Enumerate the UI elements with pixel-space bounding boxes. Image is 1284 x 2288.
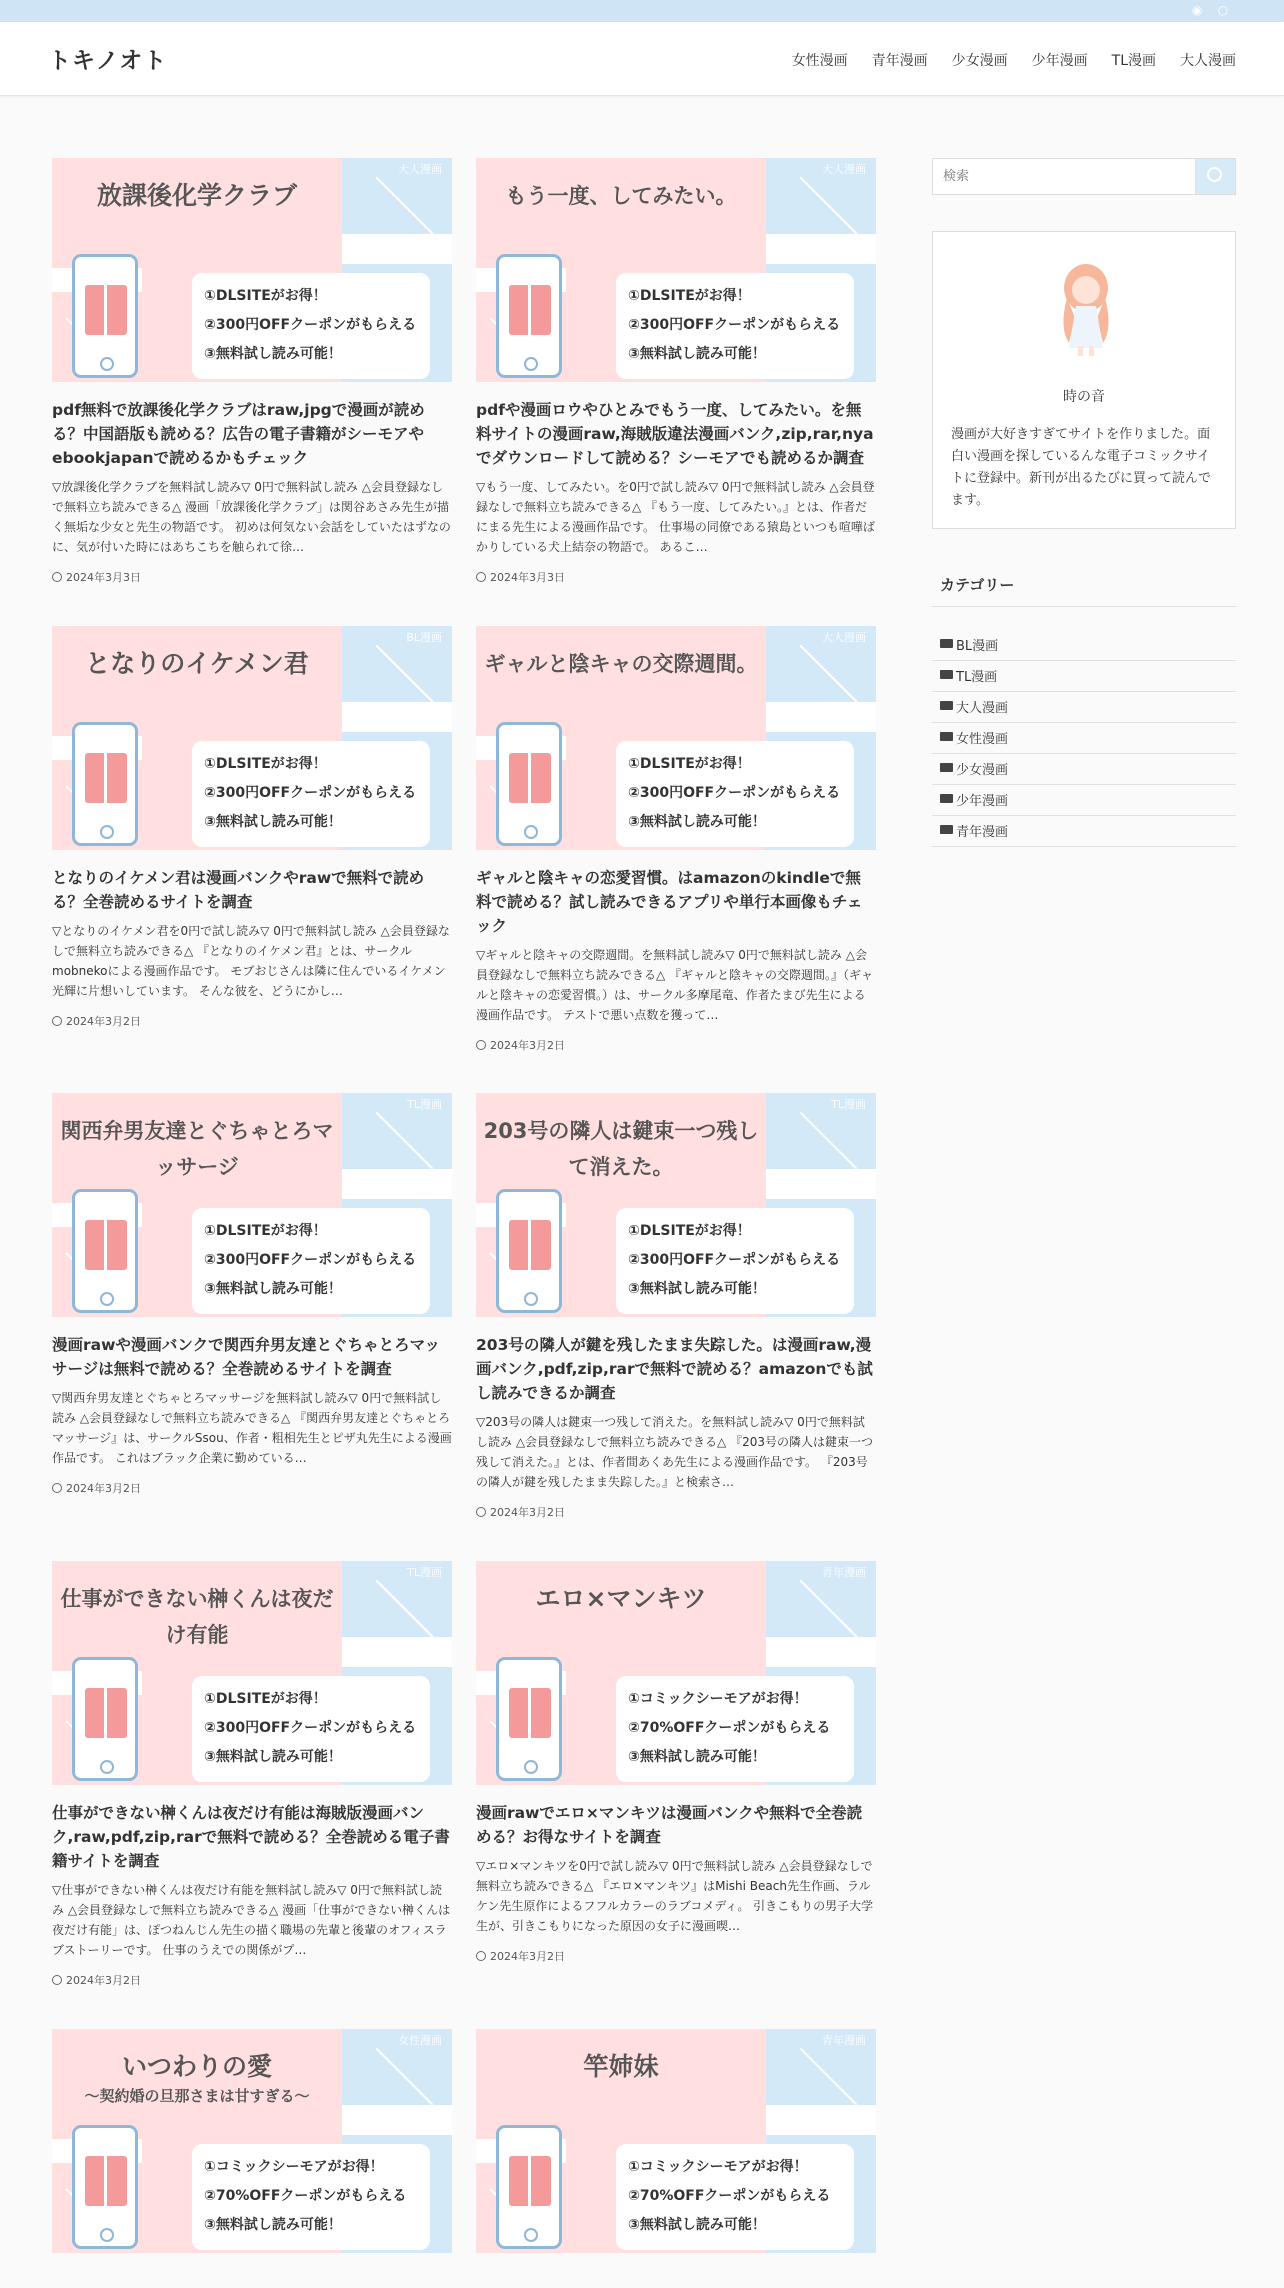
thumbnail-points bbox=[192, 273, 430, 379]
post-title[interactable]: pdf無料で放課後化学クラブはraw,jpgで漫画が読める？中国語版も読める？広告の電子書籍がシーモアやebookjapanで読めるかもチェック bbox=[52, 401, 425, 467]
thumbnail-points bbox=[616, 1208, 854, 1314]
thumbnail-title: ギャルと陰キャの交際週間。 bbox=[484, 652, 758, 676]
nav-item[interactable]: 少年漫画 bbox=[1031, 53, 1088, 69]
post-card[interactable] bbox=[476, 158, 876, 585]
post-date bbox=[52, 1480, 452, 1496]
category-badge[interactable]: TL漫画 bbox=[407, 1566, 442, 1579]
thumbnail-title: 関西弁男友達とぐちゃとろマッサージ bbox=[60, 1119, 334, 1179]
point-line: ③無料試し読み可能！ bbox=[204, 2217, 342, 2233]
category-badge[interactable]: TL漫画 bbox=[831, 1098, 866, 1111]
post-title[interactable]: 漫画rawや漫画バンクで関西弁男友達とぐちゃとろマッサージは無料で読める？全巻読めるサイトを調査 bbox=[52, 1336, 440, 1378]
post-date-text: 2024年3月3日 bbox=[490, 571, 565, 584]
clock-icon bbox=[52, 1975, 62, 1985]
category-list bbox=[932, 630, 1236, 847]
point-line: ②70%OFFクーポンがもらえる bbox=[628, 2188, 831, 2204]
point-line: ③無料試し読み可能！ bbox=[628, 814, 766, 830]
thumbnail-points bbox=[616, 273, 854, 379]
folder-icon bbox=[940, 732, 953, 741]
point-line: ①コミックシーモアがお得！ bbox=[628, 2159, 808, 2175]
clock-icon bbox=[52, 572, 62, 582]
post-date-text: 2024年3月2日 bbox=[66, 1015, 141, 1028]
site-header bbox=[0, 22, 1284, 96]
post-title[interactable]: ギャルと陰キャの恋愛習慣。はamazonのkindleで無料で読める？試し読みできるアプリや単行本画像もチェック bbox=[476, 869, 863, 935]
category-item[interactable] bbox=[932, 785, 1236, 816]
folder-icon bbox=[940, 825, 953, 834]
avatar bbox=[1049, 258, 1123, 358]
post-title[interactable]: 漫画rawでエロ×マンキツは漫画バンクや無料で全巻読める？お得なサイトを調査 bbox=[476, 1804, 863, 1846]
profile-bio: 漫画が大好きすぎてサイトを作りました。面白い漫画を探しているんな電子コミックサイトに登録中。新刊が出るたびに買って読んでます。 bbox=[951, 427, 1212, 508]
point-line: ③無料試し読み可能！ bbox=[628, 346, 766, 362]
profile-widget bbox=[932, 231, 1236, 529]
post-excerpt: ▽もう一度、してみたい。を0円で試し読み▽ 0円で無料試し読み △会員登録なしで無料立ち読みできる△ 『もう一度、してみたい。』とは、作者だにまる先生による漫画作品です。 仕事場の同僚である猿島といつも喧嘩ばかりしている犬上結奈の物語で。 あるこ… bbox=[476, 480, 875, 554]
post-thumbnail[interactable] bbox=[52, 158, 452, 382]
post-thumbnail[interactable] bbox=[52, 1561, 452, 1785]
phone-icon bbox=[72, 2125, 138, 2249]
point-line: ③無料試し読み可能！ bbox=[628, 2217, 766, 2233]
point-line: ③無料試し読み可能！ bbox=[628, 1281, 766, 1297]
rss-icon[interactable]: ◉ bbox=[1191, 3, 1203, 17]
thumbnail-title: 203号の隣人は鍵束一つ残して消えた。 bbox=[483, 1119, 759, 1179]
main-nav bbox=[792, 50, 1236, 70]
post-thumbnail[interactable] bbox=[52, 626, 452, 850]
post-date bbox=[476, 1948, 876, 1964]
post-title[interactable]: となりのイケメン君は漫画バンクやrawで無料で読める？全巻読めるサイトを調査 bbox=[52, 869, 425, 911]
category-item[interactable] bbox=[932, 630, 1236, 661]
phone-icon bbox=[72, 1657, 138, 1781]
category-badge[interactable]: 青年漫画 bbox=[822, 2034, 866, 2047]
book-icon bbox=[85, 2156, 127, 2206]
clock-icon bbox=[52, 1483, 62, 1493]
search-icon[interactable]: ○ bbox=[1217, 3, 1229, 17]
post-excerpt: ▽仕事ができない榊くんは夜だけ有能を無料試し読み▽ 0円で無料試し読み △会員登録なしで無料立ち読みできる△ 漫画「仕事ができない榊くんは夜だけ有能」は、ぽつねんじん先生の描く職場の先輩と後輩のオフィスラブストーリーです。 仕事のうえでの関係がプ… bbox=[52, 1883, 451, 1957]
point-line: ①コミックシーモアがお得！ bbox=[628, 1691, 808, 1707]
post-card[interactable] bbox=[476, 1093, 876, 1520]
search-icon bbox=[1207, 167, 1222, 182]
profile-name: 時の音 bbox=[1063, 389, 1105, 405]
book-icon bbox=[509, 2156, 551, 2206]
category-badge[interactable]: 青年漫画 bbox=[822, 1566, 866, 1579]
site-logo[interactable]: トキノオト bbox=[48, 48, 168, 74]
category-badge[interactable]: 大人漫画 bbox=[822, 163, 866, 176]
clock-icon bbox=[476, 1040, 486, 1050]
thumbnail-points bbox=[192, 2144, 430, 2250]
post-card[interactable] bbox=[52, 1093, 452, 1496]
sidebar-search bbox=[932, 158, 1236, 195]
post-date-text: 2024年3月2日 bbox=[490, 1039, 565, 1052]
category-label: 少女漫画 bbox=[956, 763, 1009, 778]
post-card[interactable] bbox=[52, 1561, 452, 1988]
category-item[interactable] bbox=[932, 661, 1236, 692]
thumbnail-title: 仕事ができない榊くんは夜だけ有能 bbox=[60, 1587, 334, 1647]
book-icon bbox=[85, 285, 127, 335]
post-date bbox=[52, 569, 452, 585]
post-date-text: 2024年3月3日 bbox=[66, 571, 141, 584]
folder-icon bbox=[940, 639, 953, 648]
post-date bbox=[52, 1013, 452, 1029]
book-icon bbox=[509, 285, 551, 335]
phone-icon bbox=[72, 254, 138, 378]
thumbnail-title: 放課後化学クラブ bbox=[96, 181, 297, 210]
point-line: ①DLSITEがお得！ bbox=[204, 1223, 327, 1239]
category-label: BL漫画 bbox=[956, 639, 999, 654]
category-item[interactable] bbox=[932, 754, 1236, 785]
phone-icon bbox=[496, 254, 562, 378]
category-divider bbox=[932, 606, 1236, 607]
thumbnail-title: エロ×マンキツ bbox=[535, 1584, 707, 1613]
post-date bbox=[476, 569, 876, 585]
point-line: ③無料試し読み可能！ bbox=[628, 1749, 766, 1765]
clock-icon bbox=[476, 572, 486, 582]
post-date-text: 2024年3月2日 bbox=[66, 1974, 141, 1987]
nav-item[interactable]: TL漫画 bbox=[1111, 53, 1156, 69]
thumbnail-title: 竿姉妹 bbox=[583, 2052, 659, 2081]
thumbnail-title: もう一度、してみたい。 bbox=[505, 184, 737, 208]
category-badge[interactable]: 大人漫画 bbox=[398, 163, 442, 176]
thumbnail-points bbox=[616, 1676, 854, 1782]
thumbnail-title: いつわりの愛 bbox=[121, 2052, 272, 2081]
post-card[interactable] bbox=[52, 626, 452, 1029]
post-thumbnail[interactable] bbox=[476, 1093, 876, 1317]
post-date-text: 2024年3月2日 bbox=[66, 1482, 141, 1495]
thumbnail-points bbox=[192, 1676, 430, 1782]
clock-icon bbox=[52, 1016, 62, 1026]
phone-icon bbox=[496, 1189, 562, 1313]
post-excerpt: ▽203号の隣人は鍵束一つ残して消えた。を無料試し読み▽ 0円で無料試し読み △会員登録なしで無料立ち読みできる△ 『203号の隣人は鍵束一つ残して消えた。』とは、作者間あくあ先生による漫画作品です。 『203号の隣人が鍵を残したまま失踪した。』と検索さ… bbox=[476, 1415, 873, 1489]
point-line: ②300円OFFクーポンがもらえる bbox=[628, 1252, 841, 1268]
post-date-text: 2024年3月2日 bbox=[490, 1506, 565, 1519]
post-date bbox=[476, 1504, 876, 1520]
point-line: ②70%OFFクーポンがもらえる bbox=[204, 2188, 407, 2204]
folder-icon bbox=[940, 794, 953, 803]
nav-item[interactable]: 少女漫画 bbox=[951, 53, 1008, 69]
point-line: ③無料試し読み可能！ bbox=[204, 346, 342, 362]
thumbnail-points bbox=[192, 741, 430, 847]
folder-icon bbox=[940, 763, 953, 772]
category-badge[interactable]: TL漫画 bbox=[407, 1098, 442, 1111]
nav-item[interactable]: 青年漫画 bbox=[871, 53, 928, 69]
clock-icon bbox=[476, 1951, 486, 1961]
category-label: 青年漫画 bbox=[956, 825, 1009, 840]
book-icon bbox=[509, 1688, 551, 1738]
clock-icon bbox=[476, 1507, 486, 1517]
post-excerpt: ▽となりのイケメン君を0円で試し読み▽ 0円で無料試し読み △会員登録なしで無料立ち読みできる△ 『となりのイケメン君』とは、サークルmobnekoによる漫画作品です。 モブおじさんは隣に住んでいるイケメン光輝に片想いしています。 そんな彼を、どうにかし… bbox=[52, 924, 450, 998]
phone-icon bbox=[496, 722, 562, 846]
book-icon bbox=[85, 1688, 127, 1738]
thumbnail-points bbox=[616, 2144, 854, 2250]
point-line: ①コミックシーモアがお得！ bbox=[204, 2159, 384, 2175]
category-badge[interactable]: BL漫画 bbox=[406, 631, 442, 644]
folder-icon bbox=[940, 670, 953, 679]
folder-icon bbox=[940, 701, 953, 710]
post-card[interactable] bbox=[476, 2029, 876, 2269]
category-heading: カテゴリー bbox=[940, 576, 1015, 594]
point-line: ②300円OFFクーポンがもらえる bbox=[628, 317, 841, 333]
point-line: ①DLSITEがお得！ bbox=[628, 1223, 751, 1239]
post-card[interactable] bbox=[52, 158, 452, 585]
category-item[interactable] bbox=[932, 723, 1236, 754]
post-thumbnail[interactable] bbox=[476, 2029, 876, 2253]
post-excerpt: ▽エロ×マンキツを0円で試し読み▽ 0円で無料試し読み △会員登録なしで無料立ち読みできる△ 『エロ×マンキツ』はMishi Beach先生作画、ラルケン先生原作によるフフルカラーのラブコメディ。 引きこもりの男子大学生が、引きこもりになった原因の女子に漫画喫… bbox=[476, 1859, 874, 1933]
phone-icon bbox=[496, 1657, 562, 1781]
post-date bbox=[476, 1037, 876, 1053]
point-line: ①DLSITEがお得！ bbox=[628, 288, 751, 304]
point-line: ①DLSITEがお得！ bbox=[204, 1691, 327, 1707]
category-badge[interactable]: 女性漫画 bbox=[398, 2034, 442, 2047]
post-title[interactable]: 仕事ができない榊くんは夜だけ有能は海賊版漫画バンク,raw,pdf,zip,rarで無料で読める？全巻読める電子書籍サイトを調査 bbox=[52, 1804, 450, 1870]
book-icon bbox=[509, 753, 551, 803]
point-line: ②300円OFFクーポンがもらえる bbox=[204, 1720, 417, 1736]
book-icon bbox=[509, 1220, 551, 1270]
top-utility-bar bbox=[0, 0, 1284, 22]
post-date bbox=[52, 1972, 452, 1988]
post-date-text: 2024年3月2日 bbox=[490, 1950, 565, 1963]
point-line: ③無料試し読み可能！ bbox=[204, 1749, 342, 1765]
point-line: ③無料試し読み可能！ bbox=[204, 814, 342, 830]
point-line: ②300円OFFクーポンがもらえる bbox=[628, 785, 841, 801]
nav-item[interactable]: 大人漫画 bbox=[1180, 53, 1236, 69]
point-line: ②70%OFFクーポンがもらえる bbox=[628, 1720, 831, 1736]
search-button[interactable] bbox=[1195, 159, 1235, 194]
search-input[interactable] bbox=[933, 159, 1197, 194]
thumbnail-points bbox=[192, 1208, 430, 1314]
phone-icon bbox=[72, 722, 138, 846]
post-title[interactable]: pdfや漫画ロウやひとみでもう一度、してみたい。を無料サイトの漫画raw,海賊版違法漫画バンク,zip,rar,nyaでダウンロードして読める？シーモアでも読めるか調査 bbox=[476, 401, 874, 467]
post-thumbnail[interactable] bbox=[476, 626, 876, 850]
category-label: 大人漫画 bbox=[956, 701, 1009, 716]
category-badge[interactable]: 大人漫画 bbox=[822, 631, 866, 644]
post-thumbnail[interactable] bbox=[476, 158, 876, 382]
category-item[interactable] bbox=[932, 816, 1236, 847]
post-title[interactable]: 203号の隣人が鍵を残したまま失踪した。は漫画raw,漫画バンク,pdf,zip,rarで無料で読める？amazonでも試し読みできるか調査 bbox=[476, 1336, 873, 1402]
thumbnail-title: となりのイケメン君 bbox=[85, 649, 309, 678]
point-line: ①DLSITEがお得！ bbox=[204, 756, 327, 772]
post-thumbnail[interactable] bbox=[52, 2029, 452, 2253]
point-line: ②300円OFFクーポンがもらえる bbox=[204, 317, 417, 333]
nav-item[interactable]: 女性漫画 bbox=[791, 53, 848, 69]
thumbnail-subtitle: ～契約婚の旦那さまは甘すぎる～ bbox=[84, 2087, 310, 2105]
book-icon bbox=[85, 1220, 127, 1270]
category-label: TL漫画 bbox=[956, 670, 998, 685]
post-excerpt: ▽関西弁男友達とぐちゃとろマッサージを無料試し読み▽ 0円で無料試し読み △会員登録なしで無料立ち読みできる△ 『関西弁男友達とぐちゃとろマッサージ』は、サークルSsou、作者・粗相先生とピザ丸先生による漫画作品です。 これはブラック企業に勤めている… bbox=[52, 1391, 452, 1465]
phone-icon bbox=[72, 1189, 138, 1313]
post-excerpt: ▽ギャルと陰キャの交際週間。を無料試し読み▽ 0円で無料試し読み △会員登録なしで無料立ち読みできる△ 『ギャルと陰キャの交際週間。』（ギャルと陰キャの恋愛習慣。）は、サークル多摩尾竜、作者たまび先生による漫画作品です。 テストで悪い点数を獲って… bbox=[476, 948, 874, 1022]
point-line: ①DLSITEがお得！ bbox=[628, 756, 751, 772]
category-label: 女性漫画 bbox=[956, 732, 1009, 747]
phone-icon bbox=[496, 2125, 562, 2249]
category-item[interactable] bbox=[932, 692, 1236, 723]
point-line: ①DLSITEがお得！ bbox=[204, 288, 327, 304]
category-label: 少年漫画 bbox=[956, 794, 1009, 809]
post-card[interactable] bbox=[476, 626, 876, 1053]
point-line: ②300円OFFクーポンがもらえる bbox=[204, 1252, 417, 1268]
post-excerpt: ▽放課後化学クラブを無料試し読み▽ 0円で無料試し読み △会員登録なしで無料立ち読みできる△ 漫画「放課後化学クラブ」は関谷あさみ先生が描く無垢な少女と先生の物語です。 初めは何気ない会話をしていたはずなのに、気が付いた時にはあちこちを触られて徐… bbox=[52, 480, 451, 554]
point-line: ②300円OFFクーポンがもらえる bbox=[204, 785, 417, 801]
post-thumbnail[interactable] bbox=[476, 1561, 876, 1785]
thumbnail-points bbox=[616, 741, 854, 847]
post-card[interactable] bbox=[52, 2029, 452, 2269]
post-card[interactable] bbox=[476, 1561, 876, 1964]
point-line: ③無料試し読み可能！ bbox=[204, 1281, 342, 1297]
post-thumbnail[interactable] bbox=[52, 1093, 452, 1317]
book-icon bbox=[85, 753, 127, 803]
